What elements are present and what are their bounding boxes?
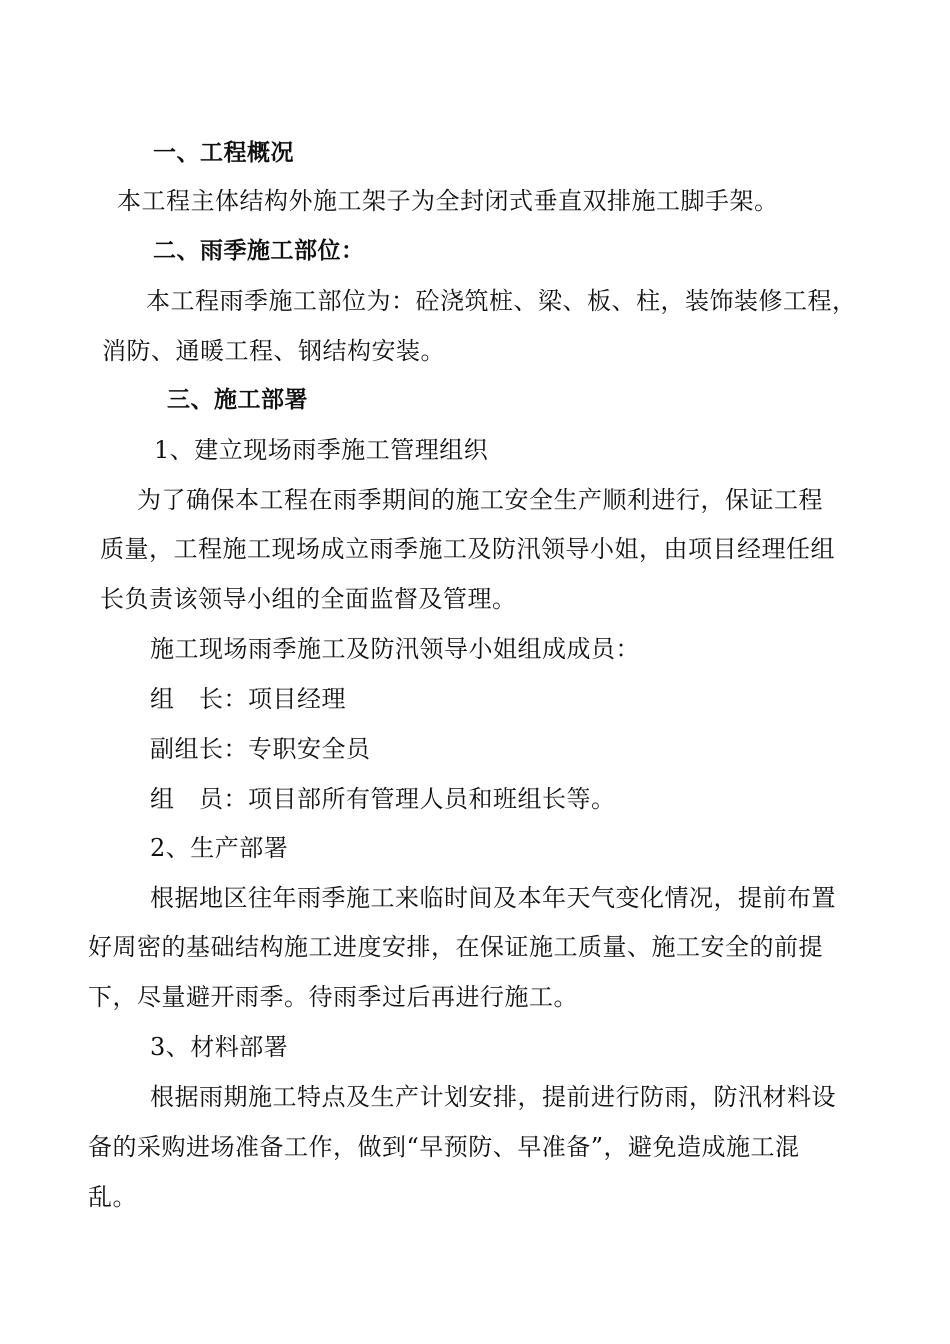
subsection-2-title: 2、生产部署 [150, 834, 289, 862]
section-1-paragraph: 本工程主体结构外施工架子为全封闭式垂直双排施工脚手架。 [117, 187, 779, 215]
member-leader: 组 长：项目经理 [150, 685, 346, 713]
section-3-paragraph-1-line-2: 质量，工程施工现场成立雨季施工及防汛领导小姐，由项目经理任组 [100, 535, 835, 563]
section-3-paragraph-1-line-1: 为了确保本工程在雨季期间的施工安全生产顺利进行，保证工程 [137, 486, 823, 514]
section-3-paragraph-2: 施工现场雨季施工及防汛领导小姐组成成员： [150, 635, 640, 663]
section-3-paragraph-3-line-1: 根据地区往年雨季施工来临时间及本年天气变化情况，提前布置 [150, 884, 836, 912]
section-3-paragraph-3-line-3: 下，尽量避开雨季。待雨季过后再进行施工。 [88, 983, 578, 1011]
section-3-paragraph-1-line-3: 长负责该领导小组的全面监督及管理。 [100, 585, 517, 613]
subsection-3-title: 3、材料部署 [150, 1033, 289, 1061]
section-2-paragraph-line-2: 消防、通暖工程、钢结构安装。 [102, 337, 445, 365]
section-3-paragraph-4-line-2: 备的采购进场准备工作，做到“早预防、早准备”，避免造成施工混 [88, 1133, 800, 1161]
section-3-paragraph-3-line-2: 好周密的基础结构施工进度安排，在保证施工质量、施工安全的前提 [88, 933, 823, 961]
section-3-paragraph-4-line-1: 根据雨期施工特点及生产计划安排，提前进行防雨，防汛材料设 [150, 1083, 836, 1111]
member-deputy: 副组长：专职安全员 [150, 735, 371, 763]
subsection-1-title: 1、建立现场雨季施工管理组织 [154, 436, 489, 464]
section-3-heading: 三、施工部署 [167, 387, 308, 413]
section-2-heading: 二、雨季施工部位： [153, 238, 365, 264]
member-members: 组 员：项目部所有管理人员和班组长等。 [150, 785, 616, 813]
section-3-paragraph-4-line-3: 乱。 [88, 1183, 137, 1211]
section-1-heading: 一、工程概况 [153, 140, 294, 166]
section-2-paragraph-line-1: 本工程雨季施工部位为：砼浇筑桩、梁、板、柱，装饰装修工程， [146, 287, 857, 315]
